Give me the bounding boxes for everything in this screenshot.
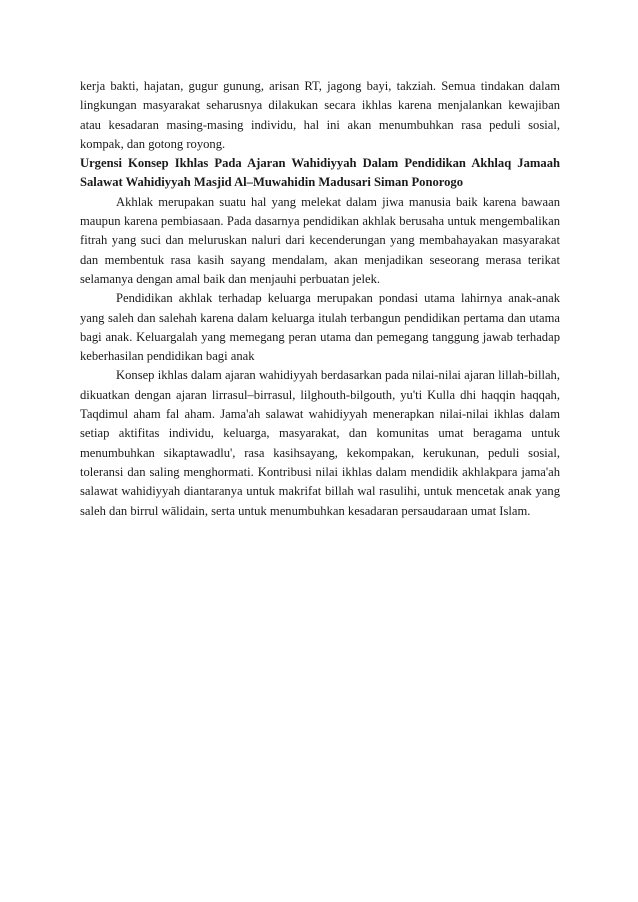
document-body	[80, 77, 560, 521]
section-heading: Urgensi Konsep Ikhlas Pada Ajaran Wahidiyyah Dalam Pendidikan Akhlaq Jamaah Salawat Wahidiyyah Masjid Al–Muwahidin Madusari Siman Ponorogo	[80, 156, 560, 190]
body-paragraph-1: Akhlak merupakan suatu hal yang melekat dalam jiwa manusia baik karena bawaan maupun karena pembiasaan. Pada dasarnya pendidikan akhlak berusaha untuk mengembalikan fitrah yang suci dan meluruskan naluri dari kecenderungan yang membahayakan masyarakat dan membentuk rasa kasih sayang mendalam, akan menjadikan seseorang merasa terikat selamanya dengan amal baik dan menjauhi perbuatan jelek.	[80, 194, 560, 286]
body-paragraph-3: Konsep ikhlas dalam ajaran wahidiyyah berdasarkan pada nilai-nilai ajaran lillah-billah, dikuatkan dengan ajaran lirrasul–birrasul, lilghouth-bilgouth, yu'ti Kulla dhi haqqin haqqah, Taqdimul aham fal aham. Jama'ah salawat wahidiyyah menerapkan nilai-nilai ikhlas dalam setiap aktifitas individu, keluarga, masyarakat, dan komunitas umat beragama untuk menumbuhkan sikaptawadlu', rasa kasihsayang, kekompakan, kerukunan, peduli sosial, toleransi dan saling menghormati. Kontribusi nilai ikhlas dalam mendidik akhlakpara jama'ah salawat wahidiyyah diantaranya untuk makrifat billah wal rasulihi, untuk mencetak anak yang saleh dan birrul wālidain, serta untuk menumbuhkan kesadaran persaudaraan umat Islam.	[80, 368, 560, 518]
intro-paragraph: kerja bakti, hajatan, gugur gunung, arisan RT, jagong bayi, takziah. Semua tindakan dalam lingkungan masyarakat seharusnya dilakukan secara ikhlas karena menjalankan kewajiban atau kesadaran masing-masing individu, hal ini akan menumbuhkan rasa peduli sosial, kompak, dan gotong royong.	[80, 79, 560, 151]
body-paragraph-2: Pendidikan akhlak terhadap keluarga merupakan pondasi utama lahirnya anak-anak yang saleh dan salehah karena dalam keluarga itulah terbangun pendidikan pertama dan utama bagi anak. Keluargalah yang memegang peran utama dan pemegang tanggung jawab terhadap keberhasilan pendidikan bagi anak	[80, 291, 560, 364]
